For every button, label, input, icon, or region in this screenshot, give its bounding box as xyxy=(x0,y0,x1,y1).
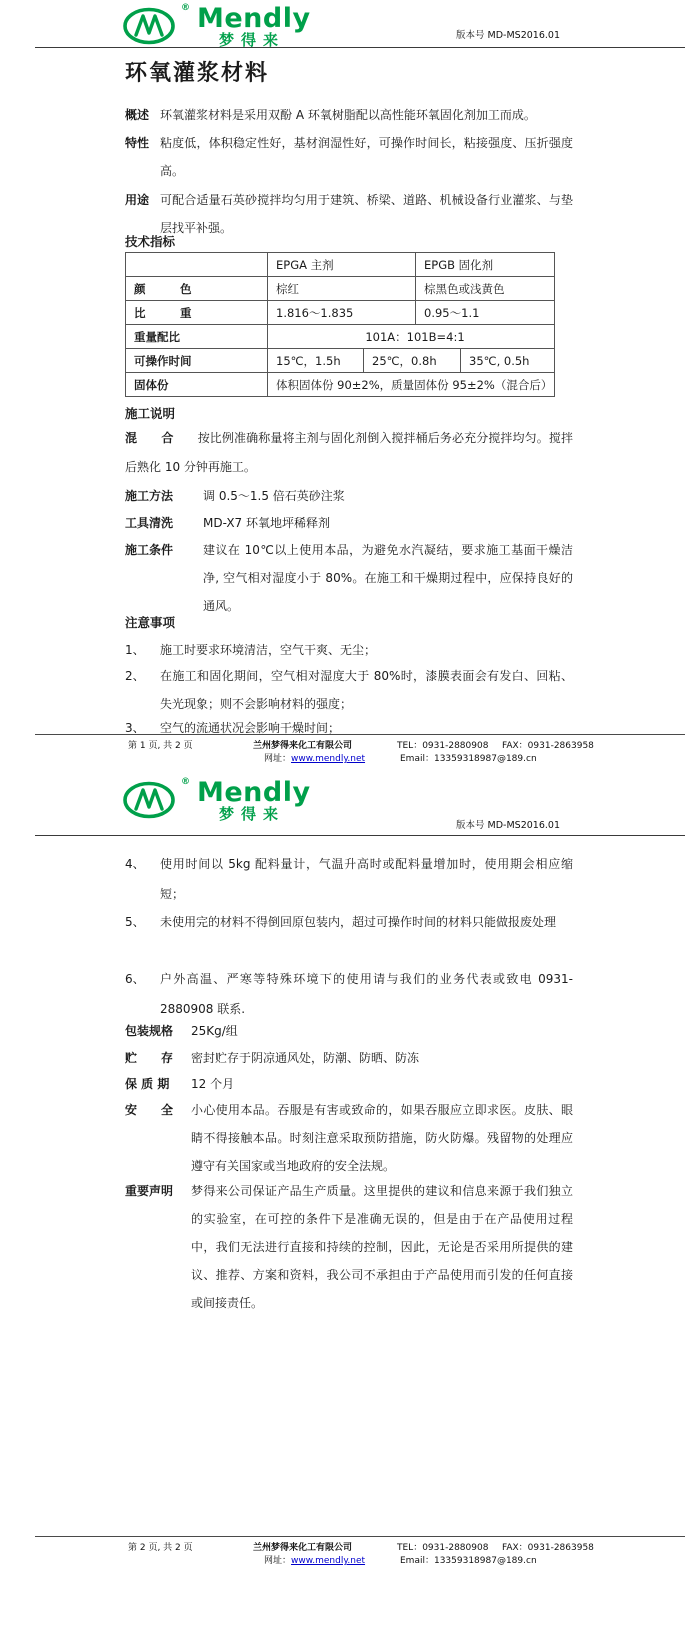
table-row-gravity xyxy=(126,301,555,325)
cell-col-b: EPGB 固化剂 xyxy=(416,253,555,277)
registered-trademark-icon: ® xyxy=(181,3,190,13)
statement-text: 梦得来公司保证产品生产质量。这里提供的建议和信息来源于我们独立的实验室，在可控的条件下是准确无误的，但是由于在产品使用过程中，我们无法进行直接和持续的控制，因此，无论是否采用所提供的建议、推荐、方案和资料，我公司不承担由于产品使用而引发的任何直接或间接责任。 xyxy=(191,1184,573,1310)
cell-value-b: 0.95～1.1 xyxy=(416,301,555,325)
footer-website xyxy=(264,1553,365,1566)
page-title: 环氧灌浆材料 xyxy=(125,61,270,86)
usage-text: 可配合适量石英砂搅拌均匀用于建筑、桥梁、道路、机械设备行业灌浆、与垫层找平补强。 xyxy=(160,193,573,235)
item-text: 使用时间以 5kg 配料量计，气温升高时或配料量增加时，使用期会相应缩短； xyxy=(160,857,573,901)
cleaning-text: MD-X7 环氧地坪稀释剂 xyxy=(203,516,330,530)
cell-label: 固体份 xyxy=(126,373,268,397)
footer-company: 兰州梦得来化工有限公司 xyxy=(253,741,353,751)
footer-website xyxy=(264,751,365,764)
footer-fax: FAX：0931-2863958 xyxy=(502,741,594,751)
mixing-label: 混 合 xyxy=(125,431,174,445)
packing-text: 25Kg/组 xyxy=(191,1024,238,1038)
list-item xyxy=(125,907,573,937)
cell-ratio-value: 101A：101B=4:1 xyxy=(268,325,555,349)
brand-name-cn: 梦得来 xyxy=(219,31,286,49)
item-number: 6、 xyxy=(125,972,145,986)
usage-label: 用途 xyxy=(125,193,150,207)
specs-table xyxy=(125,252,555,397)
page-number: 第 2 页, 共 2 页 xyxy=(128,1543,193,1553)
packing-label: 包装规格 xyxy=(125,1024,174,1038)
cell-label: 可操作时间 xyxy=(126,349,268,373)
cell-label: 比 重 xyxy=(126,301,268,325)
website-link[interactable]: www.mendly.net xyxy=(291,1556,366,1566)
method-label: 施工方法 xyxy=(125,489,174,503)
registered-trademark-icon: ® xyxy=(181,777,190,787)
cell-value-a: 棕红 xyxy=(268,277,416,301)
mixing-gap xyxy=(173,431,197,445)
safety-label: 安 全 xyxy=(125,1103,174,1117)
method-paragraph xyxy=(125,482,573,510)
features-label: 特性 xyxy=(125,136,150,150)
safety-text: 小心使用本品。吞服是有害或致命的，如果吞服应立即求医。皮肤、眼睛不得接触本品。时刻注意采取预防措施，防火防爆。残留物的处理应遵守有关国家或当地政府的安全法规。 xyxy=(191,1103,573,1173)
features-text: 粘度低，体积稳定性好，基材润湿性好，可操作时间长，粘接强度、压折强度高。 xyxy=(160,136,573,178)
website-label: 网址： xyxy=(264,1556,292,1566)
header-rule xyxy=(35,835,685,836)
item-text: 在施工和固化期间，空气相对湿度大于 80%时，漆膜表面会有发白、回粘、失光现象；则不会影响材料的强度； xyxy=(160,669,573,711)
cell-label: 重量配比 xyxy=(126,325,268,349)
shelf-life-text: 12 个月 xyxy=(191,1077,235,1091)
company-logo xyxy=(122,5,311,48)
notes-heading: 注意事项 xyxy=(125,615,176,630)
overview-label: 概述 xyxy=(125,108,150,122)
overview-text: 环氧灌浆材料是采用双酚 A 环氧树脂配以高性能环氧固化剂加工而成。 xyxy=(160,108,536,122)
table-row-color xyxy=(126,277,555,301)
table-row-ratio xyxy=(126,325,555,349)
specs-heading: 技术指标 xyxy=(125,234,176,249)
table-row-solids xyxy=(126,373,555,397)
version-label: 版本号 MD-MS2016.01 xyxy=(456,820,560,831)
footer-rule xyxy=(35,734,685,735)
packing-paragraph xyxy=(125,1017,573,1045)
storage-label: 贮 存 xyxy=(125,1051,174,1065)
footer-tel: TEL：0931-2880908 xyxy=(397,1543,489,1553)
item-text: 户外高温、严寒等特殊环境下的使用请与我们的业务代表或致电 0931-2880908 联系. xyxy=(160,972,573,1016)
item-text: 空气的流通状况会影响干燥时间； xyxy=(160,721,341,735)
mixing-text: 按比例准确称量将主剂与固化剂倒入搅拌桶后务必充分搅拌均匀。搅拌后熟化 10 分钟再施工。 xyxy=(125,431,573,474)
item-number: 2、 xyxy=(125,669,145,683)
conditions-text: 建议在 10℃以上使用本品，为避免水汽凝结，要求施工基面干燥洁净, 空气相对湿度小于 80%。在施工和干燥期过程中，应保持良好的通风。 xyxy=(203,543,573,613)
statement-paragraph xyxy=(125,1177,573,1317)
list-item xyxy=(125,636,573,664)
footer-company: 兰州梦得来化工有限公司 xyxy=(253,1543,353,1553)
mendly-logo-icon xyxy=(122,5,180,45)
cell-value-b: 棕黑色或浅黄色 xyxy=(416,277,555,301)
list-item xyxy=(125,662,573,718)
usage-paragraph xyxy=(125,186,573,242)
cell-worktime-25: 25℃，0.8h xyxy=(364,349,461,373)
cell-worktime-15: 15℃，1.5h xyxy=(268,349,364,373)
footer-tel: TEL：0931-2880908 xyxy=(397,741,489,751)
item-number: 4、 xyxy=(125,857,145,871)
overview-paragraph xyxy=(125,101,573,129)
cell-col-a: EPGA 主剂 xyxy=(268,253,416,277)
item-number: 3、 xyxy=(125,721,145,735)
cleaning-paragraph xyxy=(125,509,573,537)
construction-heading: 施工说明 xyxy=(125,406,176,421)
method-text: 调 0.5～1.5 倍石英砂注浆 xyxy=(203,489,345,503)
item-number: 1、 xyxy=(125,643,145,657)
company-logo xyxy=(122,779,311,822)
shelf-life-paragraph xyxy=(125,1070,573,1098)
features-paragraph xyxy=(125,129,573,185)
shelf-life-label: 保 质 期 xyxy=(125,1077,170,1091)
list-item xyxy=(125,849,573,909)
footer-rule xyxy=(35,1536,685,1537)
cell-worktime-35: 35℃, 0.5h xyxy=(461,349,555,373)
brand-name-en: Mendly xyxy=(197,777,311,808)
footer-fax: FAX：0931-2863958 xyxy=(502,1543,594,1553)
page-number: 第 1 页, 共 2 页 xyxy=(128,741,193,751)
safety-paragraph xyxy=(125,1096,573,1180)
statement-label: 重要声明 xyxy=(125,1184,174,1198)
table-row-worktime xyxy=(126,349,555,373)
cell-solids-value: 体积固体份 90±2%，质量固体份 95±2%（混合后） xyxy=(268,373,555,397)
version-label: 版本号 MD-MS2016.01 xyxy=(456,30,560,41)
storage-paragraph xyxy=(125,1044,573,1072)
mixing-paragraph xyxy=(125,424,573,482)
item-text: 未使用完的材料不得倒回原包装内，超过可操作时间的材料只能做报废处理 xyxy=(160,915,557,929)
cleaning-label: 工具清洗 xyxy=(125,516,174,530)
storage-text: 密封贮存于阴凉通风处，防潮、防晒、防冻 xyxy=(191,1051,420,1065)
item-number: 5、 xyxy=(125,915,145,929)
cell-label: 颜 色 xyxy=(126,277,268,301)
item-text: 施工时要求环境清洁，空气干爽、无尘； xyxy=(160,643,377,657)
conditions-paragraph xyxy=(125,536,573,620)
header-rule xyxy=(35,47,685,48)
list-item xyxy=(125,964,573,1024)
website-link[interactable]: www.mendly.net xyxy=(291,754,366,764)
table-row-header xyxy=(126,253,555,277)
footer-email: Email：13359318987@189.cn xyxy=(400,1556,537,1566)
footer-email: Email：13359318987@189.cn xyxy=(400,754,537,764)
website-label: 网址： xyxy=(264,754,292,764)
mendly-logo-icon xyxy=(122,779,180,819)
brand-name-en: Mendly xyxy=(197,3,311,34)
cell-value-a: 1.816～1.835 xyxy=(268,301,416,325)
brand-name-cn: 梦得来 xyxy=(219,805,286,823)
conditions-label: 施工条件 xyxy=(125,543,174,557)
cell-blank xyxy=(126,253,268,277)
